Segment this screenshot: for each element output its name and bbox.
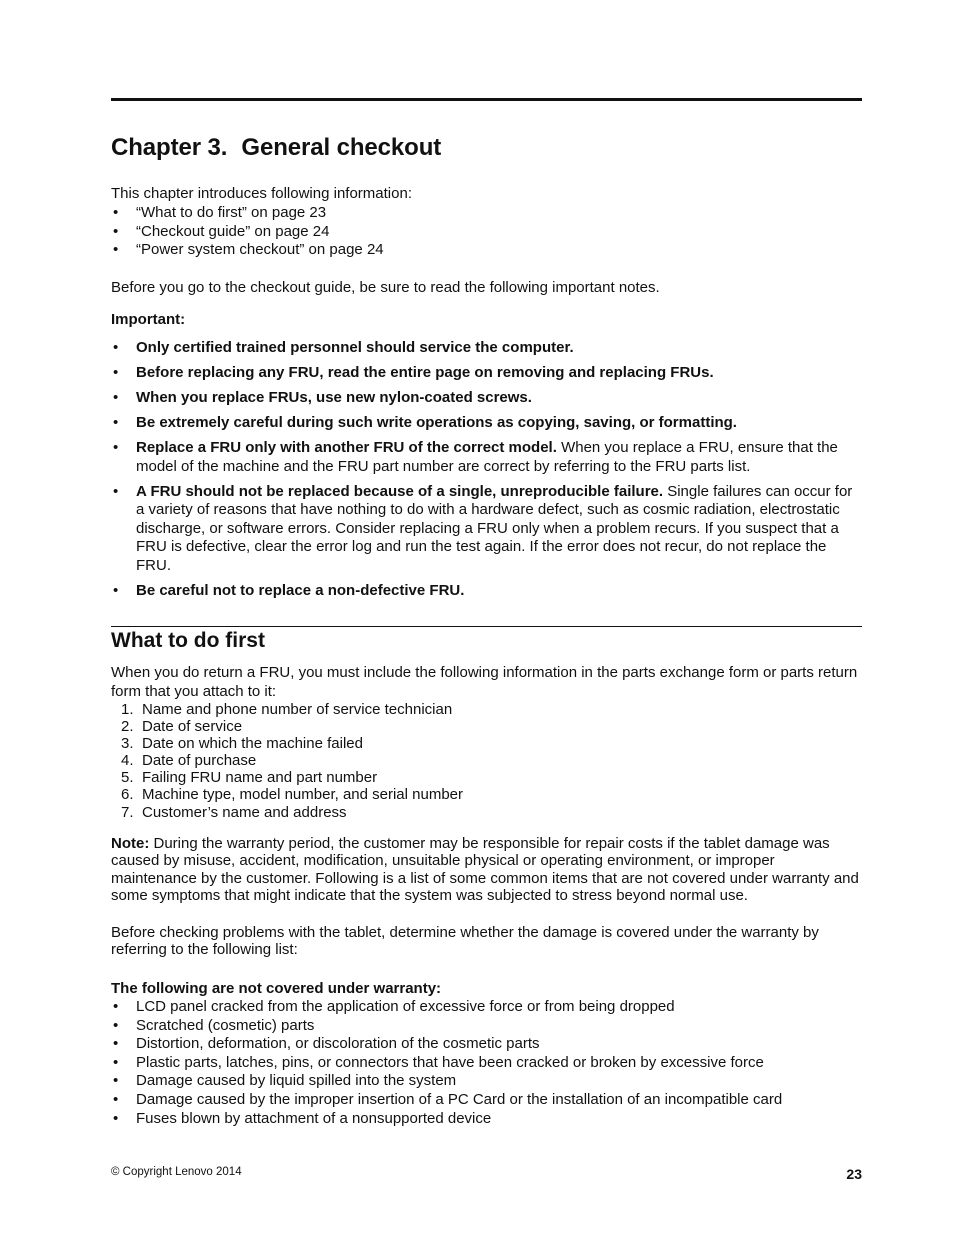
not-covered-item: • Fuses blown by attachment of a nonsupported device	[111, 1110, 862, 1129]
important-item	[111, 364, 862, 383]
not-covered-item: • Scratched (cosmetic) parts	[111, 1017, 862, 1036]
important-item	[111, 439, 862, 476]
note-label: Note:	[111, 835, 150, 852]
intro-list-item: • “What to do first” on page 23	[111, 204, 862, 223]
step-number: 2.	[121, 718, 134, 736]
important-item-bold: Before replacing any FRU, read the entire page on removing and replacing FRUs.	[136, 363, 714, 381]
important-item	[111, 389, 862, 408]
not-covered-item: • Damage caused by liquid spilled into the system	[111, 1072, 862, 1091]
step-number: 5.	[121, 769, 134, 787]
important-list	[111, 339, 862, 607]
note-text: During the warranty period, the customer may be responsible for repair costs if the tablet damage was caused by misuse, accident, modification, unsuitable physical or operating environment, or improper maintenance by the customer. Following is a list of some common items that are not covered under warranty and some symptoms that might indicate that the system was subjected to stress beyond normal use.	[111, 835, 859, 904]
step-text: Date on which the machine failed	[142, 735, 363, 753]
required-info-item	[111, 701, 862, 718]
important-item-bold: A FRU should not be replaced because of a single, unreproducible failure.	[136, 482, 664, 500]
warranty-note	[111, 835, 862, 904]
important-item	[111, 582, 862, 601]
step-text: Failing FRU name and part number	[142, 769, 378, 787]
not-covered-item: • LCD panel cracked from the application of excessive force or from being dropped	[111, 998, 862, 1017]
intro-list-item: • “Power system checkout” on page 24	[111, 241, 862, 260]
required-info-item	[111, 718, 862, 735]
required-info-item	[111, 735, 862, 752]
before-notes-text: Before you go to the checkout guide, be sure to read the following important notes.	[111, 279, 660, 296]
step-text: Name and phone number of service technician	[142, 701, 453, 718]
step-text: Date of service	[142, 718, 243, 736]
step-number: 1.	[121, 701, 134, 718]
not-covered-list	[111, 998, 862, 1128]
copyright-notice: © Copyright Lenovo 2014	[111, 1166, 242, 1178]
important-item-bold: Be careful not to replace a non-defective FRU.	[136, 581, 465, 599]
required-info-item	[111, 752, 862, 769]
important-item-text: Single failures can occur for a variety of reasons that have nothing to do with a hardware defect, such as cosmic radiation, electrostatic discharge, or software errors. Consider replacing a FRU only when a problem recurs. If you suspect that a FRU is defective, clear the error log and run the test again. If the error does not recur, do not replace the FRU.	[136, 482, 853, 574]
step-text: Machine type, model number, and serial number	[142, 786, 464, 804]
required-info-item	[111, 769, 862, 786]
important-item	[111, 339, 862, 358]
important-item-bold: Replace a FRU only with another FRU of the correct model.	[136, 438, 557, 456]
important-item-bold: Be extremely careful during such write operations as copying, saving, or formatting.	[136, 413, 737, 431]
not-covered-item: • Plastic parts, latches, pins, or connectors that have been cracked or broken by excessive force	[111, 1054, 862, 1073]
not-covered-item: • Damage caused by the improper insertion of a PC Card or the installation of an incompatible card	[111, 1091, 862, 1110]
step-number: 7.	[121, 803, 134, 821]
section-heading: What to do first	[111, 629, 265, 652]
section-intro-text: When you do return a FRU, you must include the following information in the parts exchange form or parts return form that you attach to it:	[111, 664, 858, 700]
required-info-list	[111, 701, 862, 821]
chapter-number: Chapter 3.	[111, 134, 228, 161]
step-number: 6.	[121, 786, 134, 804]
intro-list-item: • “Checkout guide” on page 24	[111, 223, 862, 242]
required-info-item	[111, 804, 862, 821]
not-covered-item: • Distortion, deformation, or discoloration of the cosmetic parts	[111, 1035, 862, 1054]
important-item-bold: When you replace FRUs, use new nylon-coated screws.	[136, 388, 532, 406]
chapter-title: General checkout	[241, 134, 442, 161]
before-checking-text: Before checking problems with the tablet, determine whether the damage is covered under the warranty by referring to the following list:	[111, 924, 819, 959]
chapter-heading	[111, 134, 441, 162]
section-horizontal-rule	[111, 626, 862, 627]
step-text: Date of purchase	[142, 752, 257, 770]
important-item-bold: Only certified trained personnel should service the computer.	[136, 339, 574, 356]
page-number: 23	[846, 1166, 862, 1182]
important-item	[111, 483, 862, 576]
intro-list	[111, 204, 862, 260]
important-item	[111, 414, 862, 433]
important-label: Important:	[111, 311, 186, 328]
intro-text: This chapter introduces following information:	[111, 185, 412, 202]
step-number: 3.	[121, 735, 134, 753]
top-horizontal-rule	[111, 98, 862, 101]
important-item-text: When you replace a FRU, ensure that the model of the machine and the FRU part number are correct by referring to the FRU parts list.	[136, 438, 838, 475]
step-number: 4.	[121, 752, 134, 770]
step-text: Customer’s name and address	[142, 803, 347, 821]
required-info-item	[111, 786, 862, 803]
document-page	[111, 0, 862, 1235]
not-covered-label: The following are not covered under warranty:	[111, 980, 442, 997]
